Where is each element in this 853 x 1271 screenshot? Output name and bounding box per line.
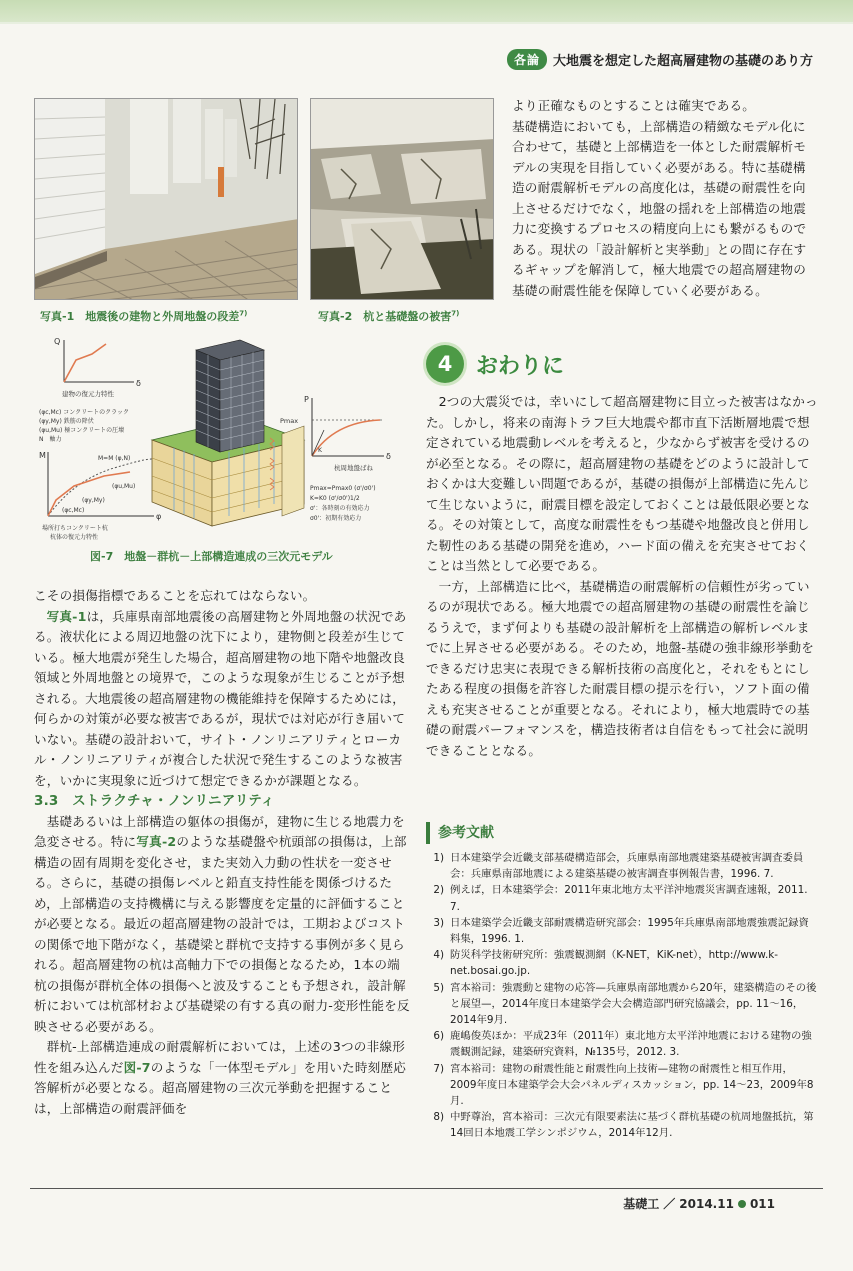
fig7-legend-3: (φu,Mu) 極コンクリートの圧壊 xyxy=(39,427,125,434)
reference-item xyxy=(426,915,818,947)
fig7-pile-note-2: 杭体の復元力特性 xyxy=(50,534,99,541)
fig7-point-u: (φu,Mu) xyxy=(112,483,136,490)
fig7-restoring-curve xyxy=(64,344,106,382)
left-column-body xyxy=(34,586,410,1119)
reference-text: 防災科学技術研究所：強震観測網（K-NET，KiK-net），http://www.k-net.bosai.go.jp. xyxy=(450,949,779,978)
footer-issue: 2014.11 xyxy=(679,1196,734,1211)
fig7-k-label: K xyxy=(318,447,322,454)
section-4-title: おわりに xyxy=(476,353,565,379)
section-badge: 各論 xyxy=(507,49,547,70)
fig7-spring-curve xyxy=(312,420,380,456)
footer-rule xyxy=(30,1188,823,1189)
left-paragraph-2 xyxy=(34,812,410,1038)
fig7-legend-1: (φc,Mc) コンクリートのクラック xyxy=(39,409,129,416)
left-paragraph-2-text-b: のような基礎盤や杭頭部の損傷は，上部構造の固有周期を変化させ，また実効入力動の性状を一変させる。さらに，基礎の損傷レベルと鉛直支持性能を関係づけるため，上部構造の支持機構に与える影響度を定量的に評価することが必要となる。最近の超高層建物の設計では，工期およびコストの関係で地下階がなく，基礎梁と群杭で支持する事例が多く見られる。超高層建物の杭は高軸力下での損傷となるため，1本の端杭の損傷が群杭全体の損傷へと波及することも予想され，設計解析においては杭部材および基礎梁の有する真の耐力-変形性能を反映させる必要がある。 xyxy=(34,834,410,1034)
reference-number: 7) xyxy=(433,1062,444,1075)
right-column-body xyxy=(426,392,818,761)
reference-item xyxy=(426,980,818,1029)
references-heading: 参考文献 xyxy=(426,822,818,844)
top-color-band xyxy=(0,0,853,22)
photo-1-building-ground-step xyxy=(34,98,298,300)
reference-number: 6) xyxy=(433,1030,444,1043)
left-paragraph-3-text-a: 群杭-上部構造連成の耐震解析においては，上述の3つの非線形性を組み込んだ xyxy=(34,1039,405,1075)
right-top-paragraph-2: 基礎構造においても，上部構造の精緻なモデル化に合わせて，基礎と上部構造を一体とした耐震解析モデルの実現を目指していく必要がある。特に基礎構造の耐震解析モデルの高度化は，基礎の耐震性を向上させるだけでなく，地盤の揺れを上部構造の地震力に変換するプロセスの精度向上にも繋がるものである。現状の「設計解析と実挙動」との間に存在するギャップを解消して，極大地震での超高層建物の基礎の耐震性能を保障していく必要がある。 xyxy=(512,118,807,298)
fig7-formula-2: K=K0 (σ'/σ0')1/2 xyxy=(310,495,360,502)
references-list xyxy=(426,850,818,1142)
fig7-legend-4: N 軸力 xyxy=(39,436,62,443)
fig7-delta-axis-right: δ xyxy=(386,452,391,461)
photo-2-caption xyxy=(318,308,459,324)
fig7-restoring-label: 建物の復元力特性 xyxy=(62,390,114,398)
reference-text: 鹿嶋俊英ほか：平成23年（2011年）東北地方太平洋沖地震における建物の強震観測記録，建築研究資料，№135号，2012. 3. xyxy=(450,1030,812,1059)
photo-2-reference: 写真-2 xyxy=(136,834,177,849)
reference-text: 宮本裕司：建物の耐震性能と耐震性向上技術—建物の耐震性と相互作用，2009年度日本建築学会大会パネルディスカッション，pp. 14～23，2009年8月. xyxy=(450,1062,814,1108)
reference-item xyxy=(426,850,818,882)
page-footer xyxy=(623,1195,775,1212)
photo-2-caption-text: 写真-2 杭と基礎盤の被害 xyxy=(318,310,452,323)
page-header xyxy=(507,46,813,72)
reference-text: 日本建築学会近畿支部基礎構造部会，兵庫県南部地震建築基礎被害調査委員会：兵庫県南部地震による建築基礎の被害調査事例報告書，1996. 7. xyxy=(450,852,804,881)
reference-number: 8) xyxy=(433,1111,444,1124)
fig7-formula-1: Pmax=Pmax0 (σ'/σ0') xyxy=(310,485,376,492)
photo-2-caption-ref: 7) xyxy=(451,309,460,318)
left-paragraph-1-text: は，兵庫県南部地震後の高層建物と外周地盤の状況である。液状化による周辺地盤の沈下により，建物側と段差が生じている。極大地震が発生した場合，超高層建物の地下階や地盤改良領域と外周地盤との境界で，このような現象が生じることが予想される。大地震後の超高層建物の機能維持を保障するためには，何らかの対策が必要な被害であるが，現状では対応が行き届いていない。基礎の設計おいて，サイト・ノンリニアリティとローカル・ノンリニアリティが複合した状況で発生するこのような被害を，いかに実現象に近づけて想定できるかが課題となる。 xyxy=(34,608,407,788)
left-paragraph-3-text-b: のような「一体型モデル」を用いた時刻歴応答解析が必要となる。超高層建物の三次元挙動を把握することは，上部構造の耐震評価を xyxy=(34,1059,406,1116)
footer-slash: ／ xyxy=(663,1197,676,1211)
footer-dot-icon xyxy=(738,1200,746,1208)
right-top-paragraph-1: より正確なものとすることは確実である。 xyxy=(512,98,756,113)
left-paragraph-0: こその損傷指標であることを忘れてはならない。 xyxy=(34,588,316,603)
fig7-q-axis: Q xyxy=(54,337,61,346)
reference-item xyxy=(426,1109,818,1141)
right-column-top xyxy=(512,96,818,301)
reference-text: 日本建築学会近畿支部耐震構造研究部会：1995年兵庫県南部地震強震記録資料集，1996. 1. xyxy=(450,916,809,946)
conclusion-paragraph-2: 一方，上部構造に比べ，基礎構造の耐震解析の信頼性が劣っているのが現状である。極大地震での超高層建物の基礎の耐震性を論じるうえで，まず何よりも基礎の設計解析を上部構造の解析レベルまでに上昇させる必要がある。そのため，地盤-基礎の強非線形挙動をできるだけ忠実に表現できる解析技術の高度化と，それをもとにしたある程度の損傷を許容した耐震目標の提示を行い，ソフト面の備えも充実させることが重要となる。それにより，極大地震時での基礎の耐震パーフォマンスを，構造技術者は自信をもって社会に説明できることとなる。 xyxy=(426,578,815,758)
figure-7-reference: 図-7 xyxy=(123,1059,151,1075)
fig7-pmax-label: Pmax xyxy=(280,417,299,425)
fig7-point-y: (φy,My) xyxy=(82,497,105,504)
reference-number: 4) xyxy=(433,949,444,962)
reference-number: 1) xyxy=(433,852,444,864)
conclusion-paragraph-1: 2つの大震災では，幸いにして超高層建物に目立った被害はなかった。しかし，将来の南海トラフ巨大地震や都市直下活断層地震で想定されている地震動レベルを考えると，少なからず被害を受けるのが必至となる。その際に，超高層建物の基礎をどのように設計しておくかは大変難しい問題であるが，基礎の損傷が上部構造に先んじて生じないように，耐震目標を設定しておくことは最低限必要となる。その対策として，高度な耐震性をもつ基礎や地盤改良と併用した靭性のある基礎の開発を進め，ハード面の備えを充実させておくことは当然として必要である。 xyxy=(426,394,818,573)
fig7-pile-note-1: 場所打ちコンクリート杭 xyxy=(42,525,108,532)
photo-2-pile-damage xyxy=(310,98,494,300)
fig7-p-axis: P xyxy=(304,395,309,404)
fig7-phi-axis: φ xyxy=(156,512,162,521)
reference-number: 3) xyxy=(433,916,444,929)
fig7-m-axis: M xyxy=(39,451,46,460)
reference-text: 例えば，日本建築学会：2011年東北地方太平洋沖地震災害調査速報，2011. 7. xyxy=(450,884,808,913)
fig7-formula-3: σ'：各時刻の有効応力 xyxy=(310,505,370,512)
reference-number: 5) xyxy=(433,981,444,994)
left-paragraph-3 xyxy=(34,1037,410,1119)
figure-7-svg xyxy=(34,330,410,544)
section-4-number: 4 xyxy=(426,345,464,383)
footer-journal: 基礎工 xyxy=(623,1197,660,1211)
photo-1-illustration xyxy=(35,99,298,300)
reference-text: 中野尊治，宮本裕司：三次元有限要素法に基づく群杭基礎の杭周地盤抵抗，第14回日本地震工学シンポジウム，2014年12月. xyxy=(450,1111,814,1140)
fig7-spring-label: 杭周地盤ばね xyxy=(334,464,373,472)
fig7-curve-label: M=M (φ,N) xyxy=(98,455,131,462)
photo-1-caption xyxy=(40,308,247,324)
reference-item xyxy=(426,947,818,979)
left-paragraph-1 xyxy=(34,607,410,792)
reference-text: 宮本裕司：強震動と建物の応答—兵庫県南部地震から20年，建築構造のその後と展望—，2014年度日本建築学会大会構造部門研究協議会，pp. 11～16，2014年9月. xyxy=(450,981,817,1027)
fig7-m-phi-curve xyxy=(48,472,130,516)
photo-1-reference: 写真-1 xyxy=(46,608,87,624)
reference-item xyxy=(426,882,818,914)
reference-number: 2) xyxy=(433,884,444,897)
fig7-formula-4: σ0'：初期有効応力 xyxy=(310,515,362,522)
left-paragraph-2-text-a: 基礎あるいは上部構造の躯体の損傷が，建物に生じる地震力を急変させる。特に xyxy=(34,813,405,849)
photo-1-caption-ref: 7) xyxy=(239,309,248,318)
figure-7-diagram xyxy=(34,330,410,562)
photo-1-caption-text: 写真-1 地震後の建物と外周地盤の段差 xyxy=(40,310,240,323)
reference-item xyxy=(426,1028,818,1060)
subsection-3-3-heading: 3.3 ストラクチャ・ノンリニアリティ xyxy=(34,793,275,809)
reference-item xyxy=(426,1061,818,1110)
photo-2-illustration xyxy=(311,99,494,300)
fig7-point-c: (φc,Mc) xyxy=(62,507,85,514)
footer-page-number: 011 xyxy=(749,1196,775,1211)
running-title: 大地震を想定した超高層建物の基礎のあり方 xyxy=(552,53,813,69)
fig7-delta-axis: δ xyxy=(136,379,141,388)
section-4-heading xyxy=(426,345,564,383)
fig7-legend-2: (φy,My) 鉄筋の降伏 xyxy=(39,418,94,425)
figure-7-caption: 図-7 地盤－群杭－上部構造連成の三次元モデル xyxy=(90,550,333,563)
